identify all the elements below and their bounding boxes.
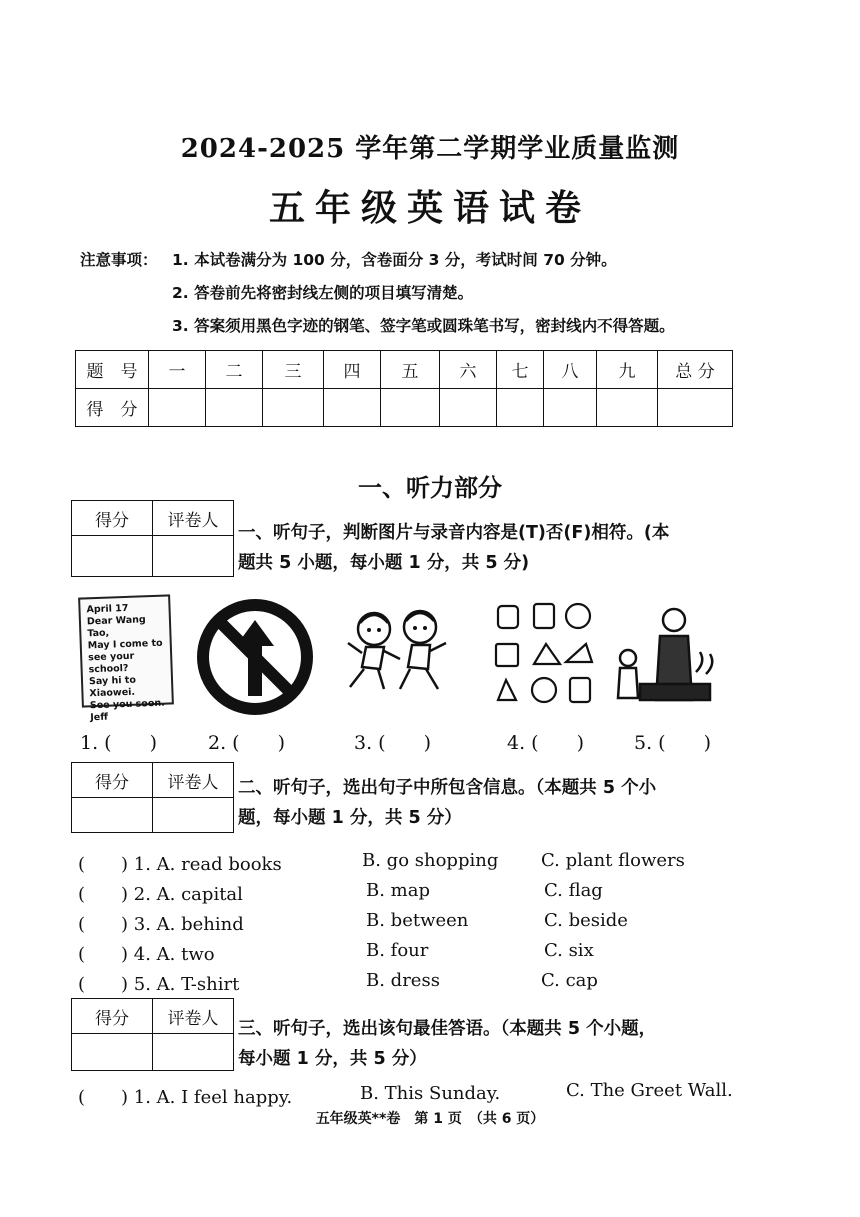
grader-box-3 [71,998,234,1071]
part1-instruction-line2: 题共 5 小题，每小题 1 分，共 5 分) [238,553,530,573]
part1-answer-2[interactable]: 2. ( ) [208,732,285,754]
score-col: 八 [544,351,597,389]
part2-instruction-line2: 题，每小题 1 分，共 5 分） [238,808,462,828]
score-cell[interactable] [149,389,206,427]
part1-answer-4[interactable]: 4. ( ) [507,732,584,754]
score-col: 五 [381,351,440,389]
part2-q3[interactable]: ( ) 3. A. behind [78,914,244,935]
part3-q1-b: B. This Sunday. [360,1083,501,1104]
score-cell[interactable] [658,389,733,427]
part2-q4-c: C. six [544,940,594,961]
part2-q3-b: B. between [366,910,469,931]
score-cell[interactable] [324,389,381,427]
grader-name-label: 评卷人 [153,501,234,536]
part3-q1[interactable]: ( ) 1. A. I feel happy. [78,1087,293,1108]
score-table-row-label: 得 分 [76,389,149,427]
score-cell[interactable] [440,389,497,427]
grader-box-2 [71,762,234,833]
score-col-total: 总 分 [658,351,733,389]
no-straight-sign-icon [196,598,314,716]
grader-score-cell[interactable] [72,1034,153,1071]
score-col: 七 [497,351,544,389]
score-cell[interactable] [544,389,597,427]
score-col: 四 [324,351,381,389]
score-table [75,350,733,427]
grader-score-cell[interactable] [72,798,153,833]
chef-and-child-icon [614,602,724,710]
notes-label: 注意事项： [80,251,158,269]
part3-q1-c: C. The Greet Wall. [566,1080,733,1101]
exam-title: 2024-2025 学年第二学期学业质量监测 [180,134,680,164]
score-col: 六 [440,351,497,389]
part2-q2-b: B. map [366,880,430,901]
score-col: 三 [263,351,324,389]
part3-instruction-line1: 三、听句子，选出该句最佳答语。（本题共 5 个小题， [238,1019,657,1039]
part1-answer-5[interactable]: 5. ( ) [634,732,711,754]
score-col: 一 [149,351,206,389]
letter-note-image: April 17 Dear Wang Tao, May I come to see your school? Say hi to Xiaowei. See you soon. Jeff [78,594,174,707]
part3-instruction [238,1014,656,1074]
score-cell[interactable] [263,389,324,427]
grader-name-cell[interactable] [153,1034,234,1071]
part1-instruction-line1: 一、听句子，判断图片与录音内容是(T)否(F)相符。(本 [238,523,670,543]
grader-score-cell[interactable] [72,536,153,577]
score-cell[interactable] [497,389,544,427]
part2-q5[interactable]: ( ) 5. A. T-shirt [78,974,240,995]
food-icons-grid [490,600,600,710]
exam-subtitle: 五年级英语试卷 [268,187,591,229]
grader-score-label: 得分 [72,999,153,1034]
part2-q2[interactable]: ( ) 2. A. capital [78,884,243,905]
part1-answer-3[interactable]: 3. ( ) [354,732,431,754]
score-cell[interactable] [206,389,263,427]
part2-q5-c: C. cap [541,970,598,991]
part2-q1[interactable]: ( ) 1. A. read books [78,854,282,875]
score-col: 九 [597,351,658,389]
grader-name-cell[interactable] [153,536,234,577]
part2-q2-c: C. flag [544,880,603,901]
grader-name-label: 评卷人 [153,999,234,1034]
page-footer: 五年级英**卷 第 1 页 （共 6 页） [315,1111,545,1127]
part2-instruction [238,773,656,833]
score-cell[interactable] [597,389,658,427]
part2-q1-b: B. go shopping [362,850,499,871]
score-table-header-label: 题 号 [76,351,149,389]
grader-name-cell[interactable] [153,798,234,833]
part2-instruction-line1: 二、听句子，选出句子中所包含信息。（本题共 5 个小 [238,778,657,798]
section-title: 一、听力部分 [358,474,502,502]
note-item-3: 3. 答案须用黑色字迹的钢笔、签字笔或圆珠笔书写，密封线内不得答题。 [172,317,675,335]
part2-q3-c: C. beside [544,910,628,931]
part2-q5-b: B. dress [366,970,440,991]
part3-instruction-line2: 每小题 1 分，共 5 分） [238,1049,427,1069]
part2-q4[interactable]: ( ) 4. A. two [78,944,215,965]
part2-q1-c: C. plant flowers [541,850,685,871]
part1-instruction [238,518,669,578]
grader-box-1 [71,500,234,577]
part1-answer-1[interactable]: 1. ( ) [80,732,157,754]
score-cell[interactable] [381,389,440,427]
notes [80,244,675,343]
note-item-2: 2. 答卷前先将密封线左侧的项目填写清楚。 [172,284,474,302]
note-item-1: 1. 本试卷满分为 100 分，含卷面分 3 分，考试时间 70 分钟。 [172,251,617,269]
score-col: 二 [206,351,263,389]
grader-name-label: 评卷人 [153,763,234,798]
grader-score-label: 得分 [72,763,153,798]
part2-q4-b: B. four [366,940,429,961]
grader-score-label: 得分 [72,501,153,536]
running-kids-icon [340,603,458,695]
